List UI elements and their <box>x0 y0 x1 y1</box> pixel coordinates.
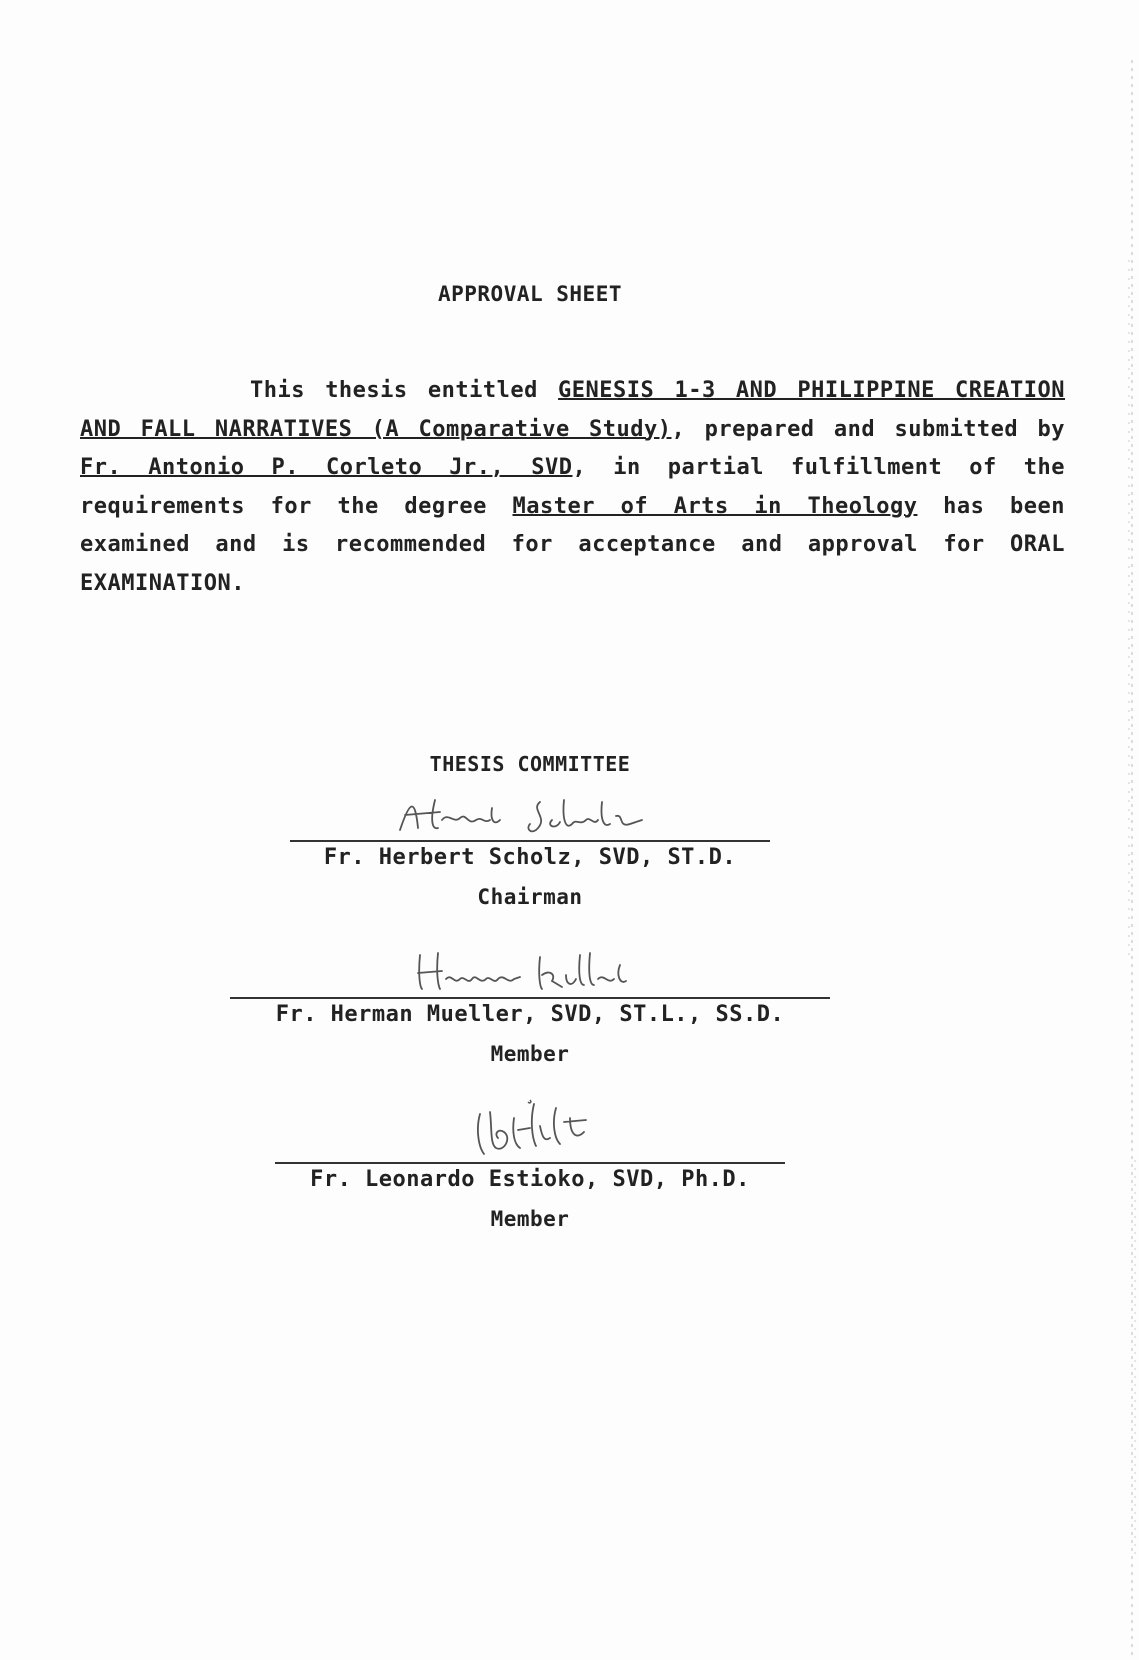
member-name: Fr. Herbert Scholz, SVD, ST.D. <box>323 845 737 870</box>
committee-member-chairman <box>0 790 1060 912</box>
page-title: APPROVAL SHEET <box>437 282 622 306</box>
committee-member-2 <box>0 945 1060 1069</box>
thesis-title: GENESIS 1-3 AND PHILIPPINE CREATION AND FALL NARRATIVES (A Comparative Study) <box>80 378 1065 442</box>
degree-name: Master of Arts in Theology <box>512 493 918 519</box>
committee-heading: THESIS COMMITTEE <box>429 752 631 776</box>
signature-line <box>275 1162 785 1164</box>
member-role: Member <box>490 1042 570 1066</box>
member-name: Fr. Leonardo Estioko, SVD, Ph.D. <box>310 1167 750 1192</box>
member-role: Chairman <box>477 885 583 909</box>
signature-line <box>290 840 770 842</box>
member-name: Fr. Herman Mueller, SVD, ST.L., SS.D. <box>275 1002 785 1027</box>
signature-herbert-scholz <box>380 790 680 840</box>
paragraph-mid-2: , in partial fulfillment of the requirements for the degree <box>80 455 1065 519</box>
member-role: Member <box>490 1207 570 1231</box>
committee-member-3 <box>0 1098 1060 1234</box>
paragraph-tail: has been examined and is recommended for acceptance and approval for ORAL EXAMINATION. <box>80 493 1065 596</box>
approval-paragraph <box>80 372 1065 603</box>
author-name: Fr. Antonio P. Corleto Jr., SVD <box>80 455 573 480</box>
signature-herman-mueller <box>380 945 680 997</box>
paragraph-mid-1: , prepared and submitted by <box>671 416 1065 442</box>
signature-leonardo-estioko <box>380 1098 680 1162</box>
paragraph-lead: This thesis entitled <box>250 378 559 403</box>
scan-edge-marks <box>1125 60 1139 1660</box>
signature-line <box>230 997 830 999</box>
